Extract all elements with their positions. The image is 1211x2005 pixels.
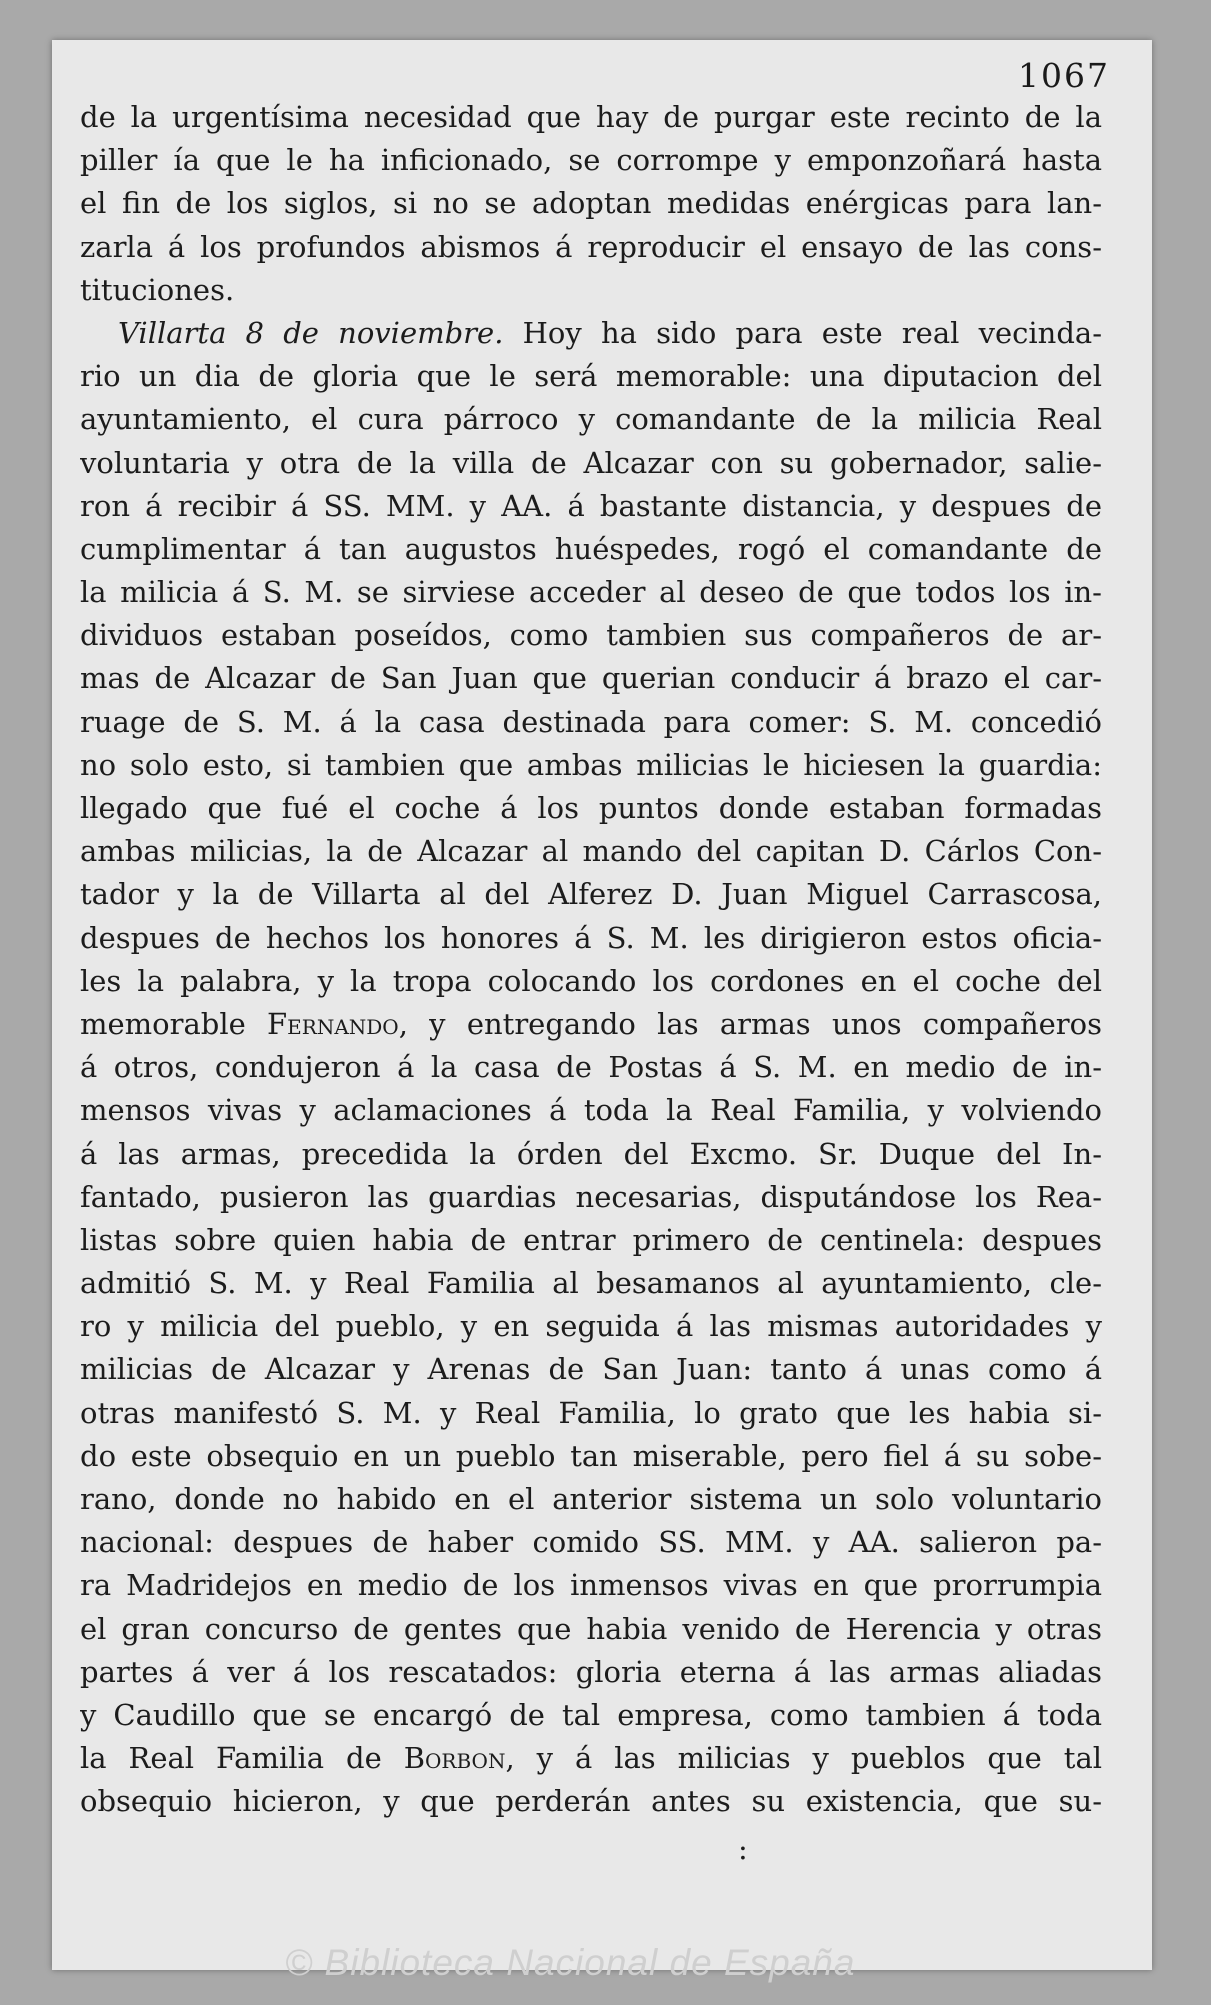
text-span: de la urgentísima necesidad que hay de purgar este recinto de la	[80, 100, 1102, 134]
text-span: Hoy ha sido para este real vecinda-	[503, 315, 1102, 350]
text-line	[80, 139, 1102, 182]
text-line	[80, 1478, 1102, 1521]
text-span: á las armas, precedida la órden del Excmo. Sr. Duque del In-	[80, 1136, 1102, 1171]
text-line	[80, 657, 1102, 700]
text-line	[80, 1305, 1102, 1348]
page-number: 1067	[1018, 56, 1110, 95]
text-line	[80, 1262, 1102, 1305]
text-span: despues de hechos los honores á S. M. les dirigieron estos oficia-	[80, 920, 1102, 955]
text-span: Villarta 8 de noviembre.	[118, 315, 504, 350]
text-line	[80, 1780, 1102, 1823]
text-line	[80, 1737, 1102, 1780]
text-span: el gran concurso de gentes que habia venido de Herencia y otras	[80, 1611, 1102, 1646]
text-span: ra Madridejos en medio de los inmensos vivas en que prorrumpia	[80, 1568, 1102, 1603]
text-line	[80, 528, 1102, 571]
text-span: no solo esto, si tambien que ambas milicias le hiciesen la guardia:	[80, 747, 1102, 782]
text-span: la milicia á S. M. se sirviese acceder al deseo de que todos los in-	[80, 575, 1102, 610]
text-line	[80, 960, 1102, 1003]
watermark-text: © Biblioteca Nacional de España	[285, 1942, 856, 1983]
text-span: obsequio hicieron, y que perderán antes su existencia, que su-	[80, 1784, 1102, 1819]
text-line	[80, 1392, 1102, 1435]
text-line	[80, 614, 1102, 657]
text-span: dividuos estaban poseídos, como tambien sus compañeros de ar-	[80, 618, 1102, 653]
text-span: mas de Alcazar de San Juan que querian conducir á brazo el car-	[80, 661, 1102, 696]
text-span: el fin de los siglos, si no se adoptan medidas enérgicas para lan-	[80, 186, 1102, 221]
text-span: , y á las milicias y pueblos que tal	[505, 1741, 1102, 1776]
text-span: nacional: despues de haber comido SS. MM. y AA. salieron pa-	[80, 1525, 1102, 1560]
text-line	[80, 182, 1102, 225]
text-line	[80, 1089, 1102, 1132]
text-span: ruage de S. M. á la casa destinada para comer: S. M. concedió	[80, 704, 1102, 739]
text-line	[80, 1435, 1102, 1478]
text-span: tituciones.	[80, 272, 235, 307]
text-line	[80, 1608, 1102, 1651]
text-line	[80, 96, 1102, 139]
text-line	[80, 701, 1102, 744]
text-line	[80, 830, 1102, 873]
text-line	[80, 1219, 1102, 1262]
text-span: ro y milicia del pueblo, y en seguida á las mismas autoridades y	[80, 1309, 1102, 1344]
body-text	[80, 96, 1102, 1824]
text-line	[80, 269, 1102, 312]
text-span: Fernando	[267, 1006, 399, 1041]
text-line	[80, 1176, 1102, 1219]
text-span: memorable	[80, 1006, 268, 1041]
text-span: ayuntamiento, el cura párroco y comandante de la milicia Real	[80, 402, 1102, 437]
text-span: otras manifestó S. M. y Real Familia, lo grato que les habia si-	[80, 1395, 1102, 1430]
text-span: piller ía que le ha inficionado, se corrompe y emponzoñará hasta	[80, 143, 1102, 178]
text-span: fantado, pusieron las guardias necesarias, disputándose los Rea-	[80, 1179, 1102, 1214]
text-span: Borbon	[403, 1741, 506, 1776]
text-span: ambas milicias, la de Alcazar al mando del capitan D. Cárlos Con-	[80, 834, 1102, 869]
text-span: tador y la de Villarta al del Alferez D. Juan Miguel Carrascosa,	[80, 877, 1102, 912]
text-span: milicias de Alcazar y Arenas de San Juan: tanto á unas como á	[80, 1352, 1102, 1387]
text-line	[80, 1564, 1102, 1607]
text-line	[80, 787, 1102, 830]
text-line	[80, 1046, 1102, 1089]
text-line	[80, 744, 1102, 787]
text-span: la Real Familia de	[80, 1741, 404, 1776]
text-span: voluntaria y otra de la villa de Alcazar con su gobernador, salie-	[80, 445, 1102, 480]
text-span: partes á ver á los rescatados: gloria eterna á las armas aliadas	[80, 1654, 1102, 1689]
text-span: , y entregando las armas unos compañeros	[398, 1006, 1102, 1041]
text-line	[80, 1133, 1102, 1176]
text-span: admitió S. M. y Real Familia al besamanos al ayuntamiento, cle-	[80, 1266, 1102, 1301]
text-line	[80, 485, 1102, 528]
text-span: rio un dia de gloria que le será memorable: una diputacion del	[80, 359, 1102, 394]
text-span: y Caudillo que se encargó de tal empresa, como tambien á toda	[80, 1697, 1102, 1732]
text-span: zarla á los profundos abismos á reproducir el ensayo de las cons-	[80, 229, 1102, 264]
text-span: rano, donde no habido en el anterior sistema un solo voluntario	[80, 1482, 1102, 1516]
text-line	[80, 312, 1102, 355]
text-span: ron á recibir á SS. MM. y AA. á bastante distancia, y despues de	[80, 488, 1102, 523]
text-line	[80, 442, 1102, 485]
text-line	[80, 1348, 1102, 1391]
text-line	[80, 226, 1102, 269]
text-span: cumplimentar á tan augustos huéspedes, rogó el comandante de	[80, 531, 1102, 566]
text-span: llegado que fué el coche á los puntos donde estaban formadas	[80, 791, 1102, 825]
text-span: do este obsequio en un pueblo tan miserable, pero fiel á su sobe-	[80, 1438, 1102, 1473]
text-span: les la palabra, y la tropa colocando los cordones en el coche del	[80, 963, 1102, 998]
text-line	[80, 355, 1102, 398]
text-line	[80, 873, 1102, 916]
text-line	[80, 1694, 1102, 1737]
catchword: :	[738, 1832, 748, 1866]
text-span: á otros, condujeron á la casa de Postas á S. M. en medio de in-	[80, 1050, 1102, 1085]
text-line	[80, 917, 1102, 960]
text-span: listas sobre quien habia de entrar primero de centinela: despues	[80, 1222, 1102, 1257]
text-line	[80, 571, 1102, 614]
text-line	[80, 1651, 1102, 1694]
text-line	[80, 1521, 1102, 1564]
text-line	[80, 398, 1102, 441]
text-span: mensos vivas y aclamaciones á toda la Real Familia, y volviendo	[80, 1093, 1102, 1128]
text-line	[80, 1003, 1102, 1046]
